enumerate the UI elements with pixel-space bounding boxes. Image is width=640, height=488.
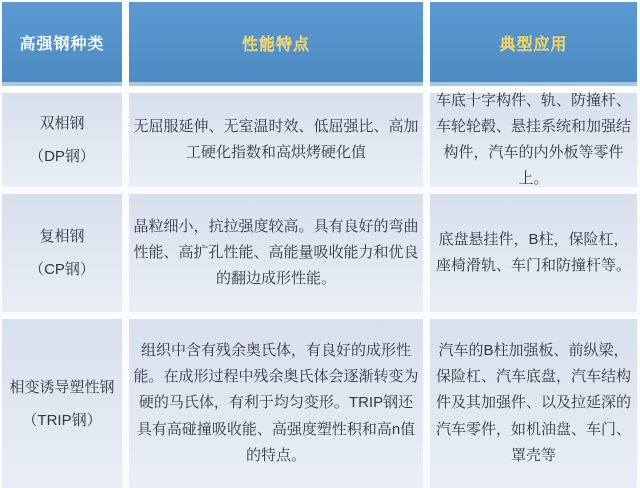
cell-applications-cp: 底盘悬挂件，B柱，保险杠，座椅滑轨、车门和防撞杆等。: [430, 194, 637, 312]
steel-type-name: 复相钢: [39, 228, 85, 245]
cell-applications-trip: 汽车的B柱加强板、前纵梁，保险杠、汽车底盘，汽车结构件及其加强件、以及拉延深的汽车零件，如机油盘、车门、罩壳等: [430, 319, 637, 488]
steel-type-code: （DP钢）: [29, 148, 95, 165]
header-typical-applications: 典型应用: [430, 2, 637, 86]
steel-type-name: 双相钢: [39, 115, 85, 132]
cell-steel-type-cp: [2, 194, 122, 312]
steel-type-name: 相变诱导塑性钢: [9, 378, 115, 396]
header-performance-features: 性能特点: [129, 2, 423, 86]
steel-type-code: （CP钢）: [29, 261, 95, 278]
cell-steel-type-dp: [2, 93, 122, 187]
cell-applications-dp: 车底十字构件、轨、防撞杆、车轮轮毂、悬挂系统和加强结构件，汽车的内外板等零件上。: [430, 93, 637, 187]
steel-type-code: （TRIP钢）: [22, 411, 102, 429]
cell-features-cp: 晶粒细小，抗拉强度较高。具有良好的弯曲性能、高扩孔性能、高能量吸收能力和优良的翻边成形性能。: [129, 194, 423, 312]
header-steel-type: 高强钢种类: [2, 2, 122, 86]
cell-features-trip: 组织中含有残余奥氏体，有良好的成形性能。在成形过程中残余奥氏体会逐渐转变为硬的马氏体，有利于均匀变形。TRIP钢还具有高碰撞吸收能、高强度塑性积和高n值的特点。: [129, 319, 423, 488]
cell-steel-type-trip: [2, 319, 122, 488]
cell-features-dp: 无屈服延伸、无室温时效、低屈强比、高加工硬化指数和高烘烤硬化值: [129, 93, 423, 187]
